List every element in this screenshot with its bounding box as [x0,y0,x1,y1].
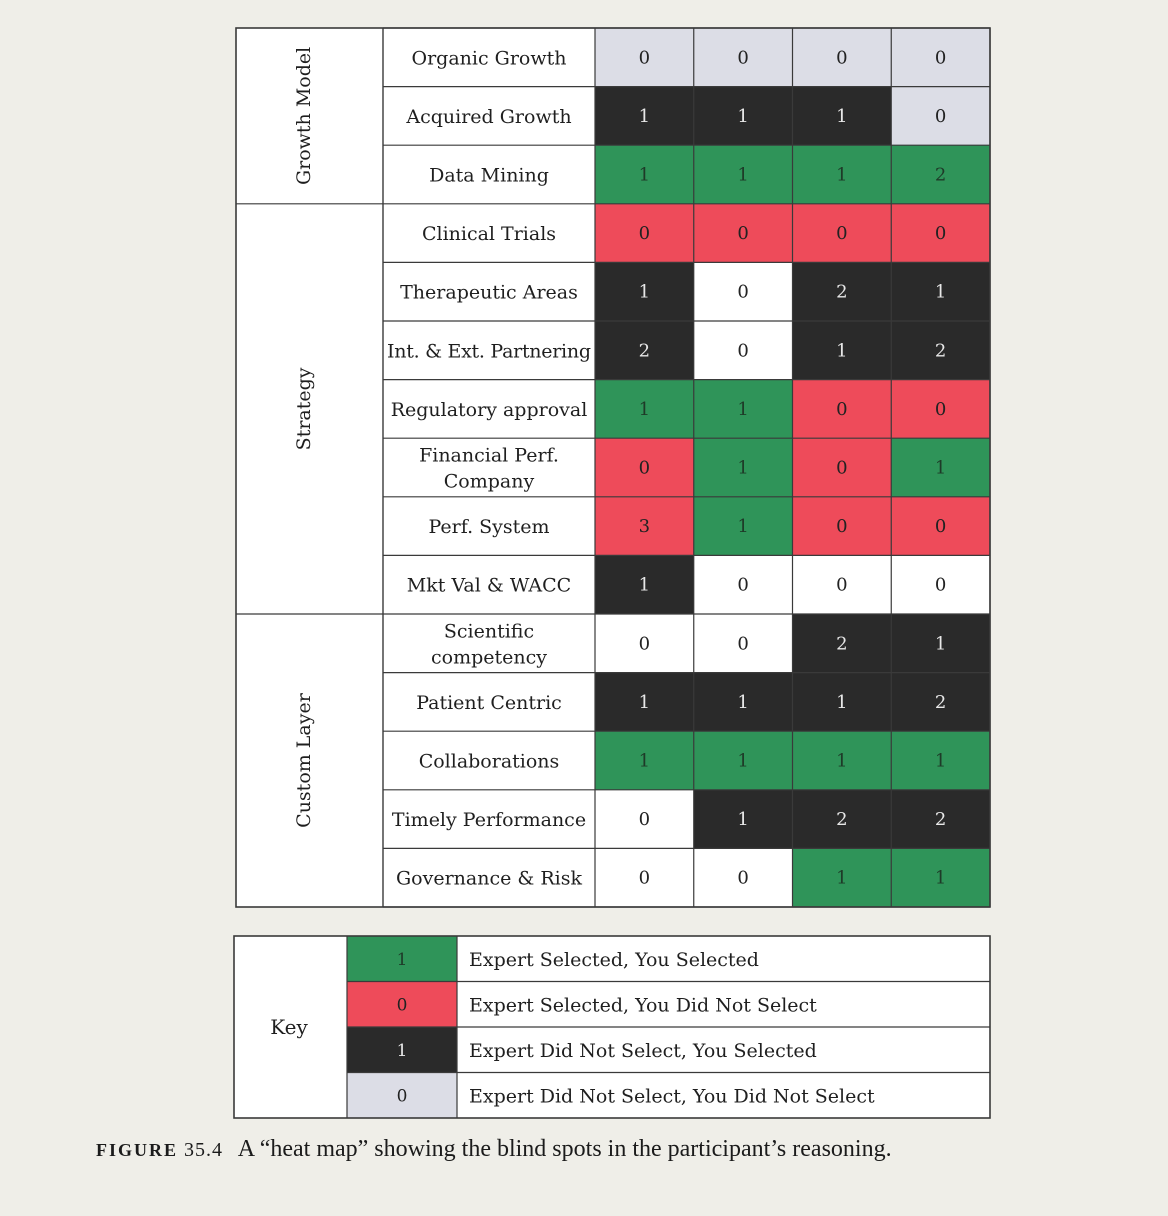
key-title: Key [270,1015,308,1039]
cell-value: 2 [836,633,848,655]
row-label: Perf. System [428,516,550,539]
cell-value: 2 [638,340,651,362]
cell-value: 1 [836,340,848,362]
group-label: Growth Model [293,46,315,186]
cell-value: 0 [934,516,947,538]
key-entry-label: Expert Did Not Select, You Selected [469,1039,817,1062]
row-label: Organic Growth [411,47,567,70]
cell-value: 0 [836,223,848,245]
cell-value: 1 [638,105,651,127]
row-label: Governance & Risk [395,867,583,890]
caption-text: A “heat map” showing the blind spots in the participant’s reasoning. [237,1136,892,1162]
row-label: Patient Centric [416,691,562,714]
cell-value: 0 [737,574,749,596]
key-entry-label: Expert Selected, You Selected [469,948,759,971]
cell-value: 1 [836,867,848,889]
cell-value: 1 [737,164,749,186]
cell-value: 3 [638,516,651,538]
cell-value: 0 [638,223,651,245]
row-label: Collaborations [418,750,560,773]
cell-value: 2 [836,809,848,831]
cell-value: 1 [934,867,947,889]
row-label: Acquired Growth [406,105,572,128]
row-label: Timely Performance [391,809,587,832]
cell-value: 0 [836,457,848,479]
figure-caption [96,1136,892,1163]
cell-value: 1 [934,750,947,772]
cell-value: 0 [934,223,947,245]
caption-figure-number: 35.4 [184,1139,224,1161]
cell-value: 1 [737,457,749,479]
cell-value: 0 [638,809,651,831]
cell-value: 2 [836,281,848,303]
key-swatch-value: 1 [396,1040,408,1061]
cell-value: 1 [638,691,651,713]
cell-value: 0 [737,223,749,245]
cell-value: 1 [934,633,947,655]
cell-value: 1 [638,398,651,420]
row-label: competency [431,646,547,669]
cell-value: 1 [737,750,749,772]
key-swatch-value: 0 [396,1086,408,1107]
row-label: Regulatory approval [390,398,588,421]
cell-value: 2 [934,164,947,186]
group-label: Custom Layer [293,693,315,828]
cell-value: 0 [836,398,848,420]
cell-value: 0 [638,457,651,479]
row-label: Mkt Val & WACC [406,574,572,597]
cell-value: 0 [638,867,651,889]
key-swatch-value: 0 [396,995,408,1016]
cell-value: 1 [836,164,848,186]
cell-value: 0 [737,633,749,655]
cell-value: 1 [638,164,651,186]
cell-value: 0 [737,867,749,889]
row-label: Financial Perf. [419,444,559,467]
cell-value: 1 [638,574,651,596]
label-background [236,28,595,907]
cell-value: 1 [737,398,749,420]
cell-value: 0 [737,340,749,362]
cell-value: 1 [737,691,749,713]
cell-value: 1 [737,809,749,831]
cell-value: 1 [836,105,848,127]
cell-value: 0 [934,105,947,127]
cell-value: 1 [934,457,947,479]
cell-value: 0 [934,47,947,69]
row-label: Data Mining [429,164,549,187]
cell-value: 1 [737,516,749,538]
cell-value: 0 [737,47,749,69]
row-label: Scientific [443,620,535,643]
cell-value: 1 [737,105,749,127]
row-label: Company [443,470,535,493]
cell-value: 1 [638,281,651,303]
key-entry-label: Expert Selected, You Did Not Select [469,994,817,1017]
cell-value: 2 [934,809,947,831]
cell-value: 0 [638,633,651,655]
group-label: Strategy [293,367,315,451]
row-label: Int. & Ext. Partnering [387,340,591,363]
cell-value: 0 [836,574,848,596]
key-swatch-value: 1 [396,949,408,970]
cell-value: 0 [737,281,749,303]
cell-value: 0 [836,47,848,69]
cell-value: 1 [836,691,848,713]
cell-value: 0 [638,47,651,69]
cell-value: 1 [638,750,651,772]
row-label: Clinical Trials [421,223,557,246]
cell-value: 1 [934,281,947,303]
cell-value: 1 [836,750,848,772]
cell-value: 2 [934,340,947,362]
cell-value: 2 [934,691,947,713]
caption-figure-label: FIGURE [96,1140,179,1160]
row-label: Therapeutic Areas [400,281,578,304]
cell-value: 0 [836,516,848,538]
key-entry-label: Expert Did Not Select, You Did Not Select [469,1085,875,1108]
cell-value: 0 [934,398,947,420]
cell-value: 0 [934,574,947,596]
